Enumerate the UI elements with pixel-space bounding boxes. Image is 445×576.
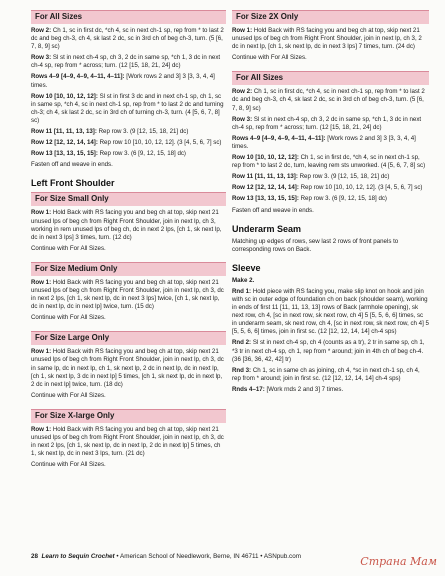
instruction-row-13: Row 13 [13, 13, 15, 15]: Rep row 3. (6 [9, 12, 15, 18] dc) (31, 150, 186, 158)
small-row-1: Row 1: Hold Back with RS facing you and beg ch at top, skip next 21 unused lps of beg ch from Right Front Shoulder, join in next lp, ch 3, working in rem unused lps of beg ch, dc in next 2 lps, [ch 1, sk next lp, dc in next 3 lps] 3 times, turn. (12 dc) (31, 209, 222, 241)
section-header-all-sizes: For All Sizes (31, 10, 226, 24)
book-title: Learn to Sequin Crochet (41, 553, 115, 560)
right-column (232, 10, 429, 397)
section-header-2x: For Size 2X Only (232, 10, 429, 24)
right-rows-4-9: Rows 4–9 [4–9, 4–9, 4–11, 4–11]: [Work rows 2 and 3] 3 [3, 3, 4, 4] times. (232, 134, 416, 150)
sleeve-rnd-1: Rnd 1: Hold piece with RS facing you, make slip knot on hook and join with sc in outer edge of foundation ch on back (shoulder seam), working in ends of first 11 [11, 11, 13, 13] rows of Back (armhole opening), sk next row, ch 4, [sc in next row, sk next row, ch 4] 5 [5, 5, 6, 6] times, sc in underarm seam, sk next row, ch 4, [sc in next row, sk next row, ch 4] 5 [5, 5, 6, 6] times, join in first sc. (12 [12, 12, 14, 14] ch-4 sps) (232, 287, 429, 336)
instruction-row-10: Row 10 [10, 10, 12, 12]: Sl st in first 3 dc and in next ch-1 sp, ch 1, sc in same sp, *ch 4, sc in next ch-1 sp, rep from * to last 2 dc and turning ch-3; ch 4, sk last 2 dc, sc in 3rd ch of turning ch-3, turn. (4 [5, 6, 7, 8] sc) (31, 92, 224, 124)
right-row-10: Row 10 [10, 10, 12, 12]: Ch 1, sc in first dc, *ch 4, sc in next ch-1 sp, rep from * to last 2 dc, turn, leaving rem sts unworked. (4 [5, 6, 7, 8] sc) (232, 154, 426, 170)
fasten-off-note: Fasten off and weave in ends. (31, 161, 113, 169)
right-row-13: Row 13 [13, 13, 15, 15]: Rep row 3. (6 [9, 12, 15, 18] dc) (232, 195, 387, 203)
medium-continue: Continue with For All Sizes. (31, 314, 106, 322)
2x-continue: Continue with For All Sizes. (232, 54, 307, 62)
underarm-seam-title: Underarm Seam (232, 223, 302, 234)
section-header-medium: For Size Medium Only (31, 262, 226, 276)
site-watermark: Страна Мам (360, 555, 437, 568)
section-header-xlarge: For Size X-large Only (31, 409, 226, 423)
right-row-3: Row 3: Sl st in next ch-4 sp, ch 3, 2 dc in same sp, *ch 1, 3 dc in next ch-4 sp, rep from * across; turn. (12 [15, 18, 21, 24] dc) (232, 115, 422, 131)
make-2-note: Make 2. (232, 276, 255, 284)
left-column (31, 10, 226, 472)
instruction-row-12: Row 12 [12, 12, 14, 14]: Rep row 10 [10, 10, 12, 12]. (3 [4, 5, 6, 7] sc) (31, 139, 222, 147)
medium-row-1: Row 1: Hold Back with RS facing you and beg ch at top, skip next 21 unused lps of beg ch from Right Front Shoulder, join in next lp, ch 3, dc in next 2 lps, [ch 1, sk next lp, dc in next 3 lps] twice, [ch 1, sk next lp, dc in next lp, dc in next lp] twice, turn. (15 dc) (31, 278, 224, 311)
2x-row-1: Row 1: Hold Back with RS facing you and beg ch at top, skip next 21 unused lps of beg ch from Right Front Shoulder, join in next lp, ch 3, 2 dc in next lp, [ch 1, sk next lp, dc in next 3 lps] 7 times, turn. (24 dc) (232, 27, 422, 51)
xlarge-row-1: Row 1: Hold Back with RS facing you and beg ch at top, skip next 21 unused lps of beg ch from Right Front Shoulder, join in next lp, ch 3, dc in next 2 lps, [ch 1, sk next lp, dc in next lp, 2 dc in next lp] 5 times, ch 1, sk next lp, dc in next 3 lps, turn. (21 dc) (31, 425, 224, 458)
large-row-1: Row 1: Hold Back with RS facing you and beg ch at top, skip next 21 unused lps of beg ch from Right Front Shoulder, join in next lp, ch 3, dc in same lp, dc in next lp, ch 1, sk next lp, 2 dc in next lp, dc in next lp, [ch 1, sk next lp, 3 dc in next lp] 5 times, [ch 1, sk next lp, dc in next lp, 2 dc in next lp] twice, turn. (18 dc) (31, 348, 224, 388)
right-row-11: Row 11 [11, 11, 13, 13]: Rep row 3. (9 [12, 15, 18, 21] dc) (232, 173, 390, 181)
underarm-seam-text: Matching up edges of rows, sew last 2 rows of front panels to corresponding rows on Back. (232, 237, 399, 253)
sleeve-title: Sleeve (232, 262, 261, 273)
instruction-row-3: Row 3: Sl st in next ch-4 sp, ch 3, 2 dc in same sp, *ch 1, 3 dc in next ch-4 sp, rep from * across; turn. (12 [15, 18, 21, 24] dc) (31, 54, 221, 70)
sleeve-rnd-2: Rnd 2: Sl st in next ch-4 sp, ch 4 (counts as a tr), 2 tr in same sp, ch 1, *3 tr in next ch-4 sp, ch 1, rep from * around; join in 4th ch of beg ch-4. (36 [36, 36, 42, 42] tr) (232, 339, 425, 363)
sleeve-rnd-3: Rnd 3: Ch 1, sc in same ch as joining, ch 4, *sc in next ch-1 sp, ch 4, rep from * around; join in first sc. (12 [12, 12, 14, 14] ch-4 sps) (232, 366, 420, 382)
section-header-large: For Size Large Only (31, 331, 226, 345)
page-number: 28 (31, 553, 39, 560)
large-continue: Continue with For All Sizes. (31, 391, 106, 399)
instruction-rows-4-9: Rows 4–9 [4–9, 4–9, 4–11, 4–11]: [Work rows 2 and 3] 3 [3, 3, 4, 4] times. (31, 73, 215, 89)
xlarge-continue: Continue with For All Sizes. (31, 461, 106, 469)
right-row-12: Row 12 [12, 12, 14, 14]: Rep row 10 [10, 10, 12, 12]. (3 [4, 5, 6, 7] sc) (232, 184, 423, 192)
sleeve-rnds-4-17: Rnds 4–17: [Work rnds 2 and 3] 7 times. (232, 385, 344, 393)
small-continue: Continue with For All Sizes. (31, 244, 106, 252)
right-fasten-off-note: Fasten off and weave in ends. (232, 206, 314, 214)
left-front-shoulder-title: Left Front Shoulder (31, 178, 115, 189)
instruction-row-2: Row 2: Ch 1, sc in first dc, *ch 4, sc in next ch-1 sp, rep from * to last 2 dc and beg ch-3, ch 4, sk last 2 dc, sc in 3rd ch of beg ch-3, turn. (5 [6, 7, 8, 9] sc) (31, 27, 224, 51)
instruction-row-11: Row 11 [11, 11, 13, 13]: Rep row 3. (9 [12, 15, 18, 21] dc) (31, 128, 189, 136)
section-header-all-sizes-2: For All Sizes (232, 71, 429, 85)
publisher-info: • American School of Needlework, Berne, IN 46711 • ASNpub.com (114, 553, 301, 560)
page-footer (31, 553, 301, 561)
section-header-small: For Size Small Only (31, 192, 226, 206)
right-row-2: Row 2: Ch 1, sc in first dc, *ch 4, sc in next ch-1 sp, rep from * to last 2 dc and beg ch-3, ch 4, sk last 2 dc, sc in 3rd ch of beg ch-3, turn. (5 [6, 7, 8, 9] sc) (232, 88, 425, 112)
